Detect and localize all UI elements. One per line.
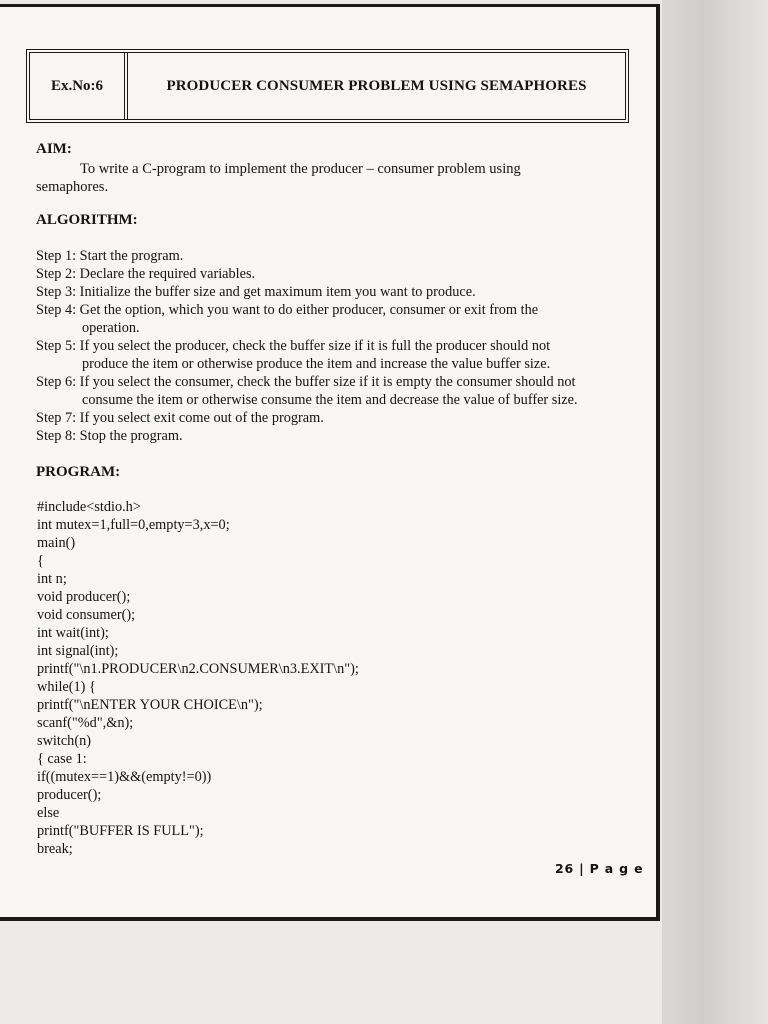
step-text: Step 3: Initialize the buffer size and get maximum item you want to produce. [36,284,476,300]
code-line: void producer(); [37,589,131,605]
step-text: Step 5: If you select the producer, check the buffer size if it is full the producer should not [36,338,551,354]
code-line: int wait(int); [37,625,109,641]
code-line: main() [37,535,76,551]
code-line: while(1) { [37,679,96,695]
code-line: printf("\nENTER YOUR CHOICE\n"); [37,697,263,713]
code-line: switch(n) [37,733,91,749]
algorithm-step [36,373,636,409]
program-code [37,498,359,858]
algorithm-step [36,283,636,301]
code-line: #include<stdio.h> [37,499,141,515]
code-line: { [37,553,44,569]
step-text: Step 1: Start the program. [36,248,184,264]
algorithm-steps [36,247,636,445]
code-line: int n; [37,571,67,587]
step-continuation: produce the item or otherwise produce the item and increase the value buffer size. [82,356,551,372]
code-line: void consumer(); [37,607,136,623]
code-line: int mutex=1,full=0,empty=3,x=0; [37,517,230,533]
code-line: printf("\n1.PRODUCER\n2.CONSUMER\n3.EXIT\n"); [37,661,359,677]
code-line: producer(); [37,787,102,803]
exercise-header [26,49,629,123]
algorithm-heading: ALGORITHM: [36,212,138,228]
code-line: scanf("%d",&n); [37,715,134,731]
step-text: Step 2: Declare the required variables. [36,266,256,282]
code-line: { case 1: [37,751,87,767]
document-page [0,4,660,921]
step-continuation: consume the item or otherwise consume the item and decrease the value of buffer size. [82,392,578,408]
algorithm-step [36,427,636,445]
aim-text-line-1: To write a C-program to implement the producer – consumer problem using [80,161,521,177]
algorithm-step [36,301,636,337]
exercise-number: Ex.No:6 [30,53,128,119]
code-line: break; [37,841,73,857]
exercise-title: PRODUCER CONSUMER PROBLEM USING SEMAPHORES [166,77,587,94]
algorithm-step [36,337,636,373]
code-line: else [37,805,60,821]
page-edge-shadow [662,0,768,1024]
step-text: Step 8: Stop the program. [36,428,183,444]
step-text: Step 7: If you select exit come out of the program. [36,410,324,426]
program-heading: PROGRAM: [36,464,121,480]
algorithm-step [36,265,636,283]
code-line: printf("BUFFER IS FULL"); [37,823,204,839]
step-continuation: operation. [82,320,140,336]
aim-heading: AIM: [36,141,72,157]
algorithm-step [36,247,636,265]
code-line: int signal(int); [37,643,119,659]
algorithm-step [36,409,636,427]
aim-text-line-2: semaphores. [36,179,109,195]
page-number: 26 | P a g e [555,861,644,876]
step-text: Step 4: Get the option, which you want to do either producer, consumer or exit from the [36,302,539,318]
code-line: if((mutex==1)&&(empty!=0)) [37,769,212,785]
aim-text [36,160,596,196]
step-text: Step 6: If you select the consumer, check the buffer size if it is empty the consumer should not [36,374,576,390]
